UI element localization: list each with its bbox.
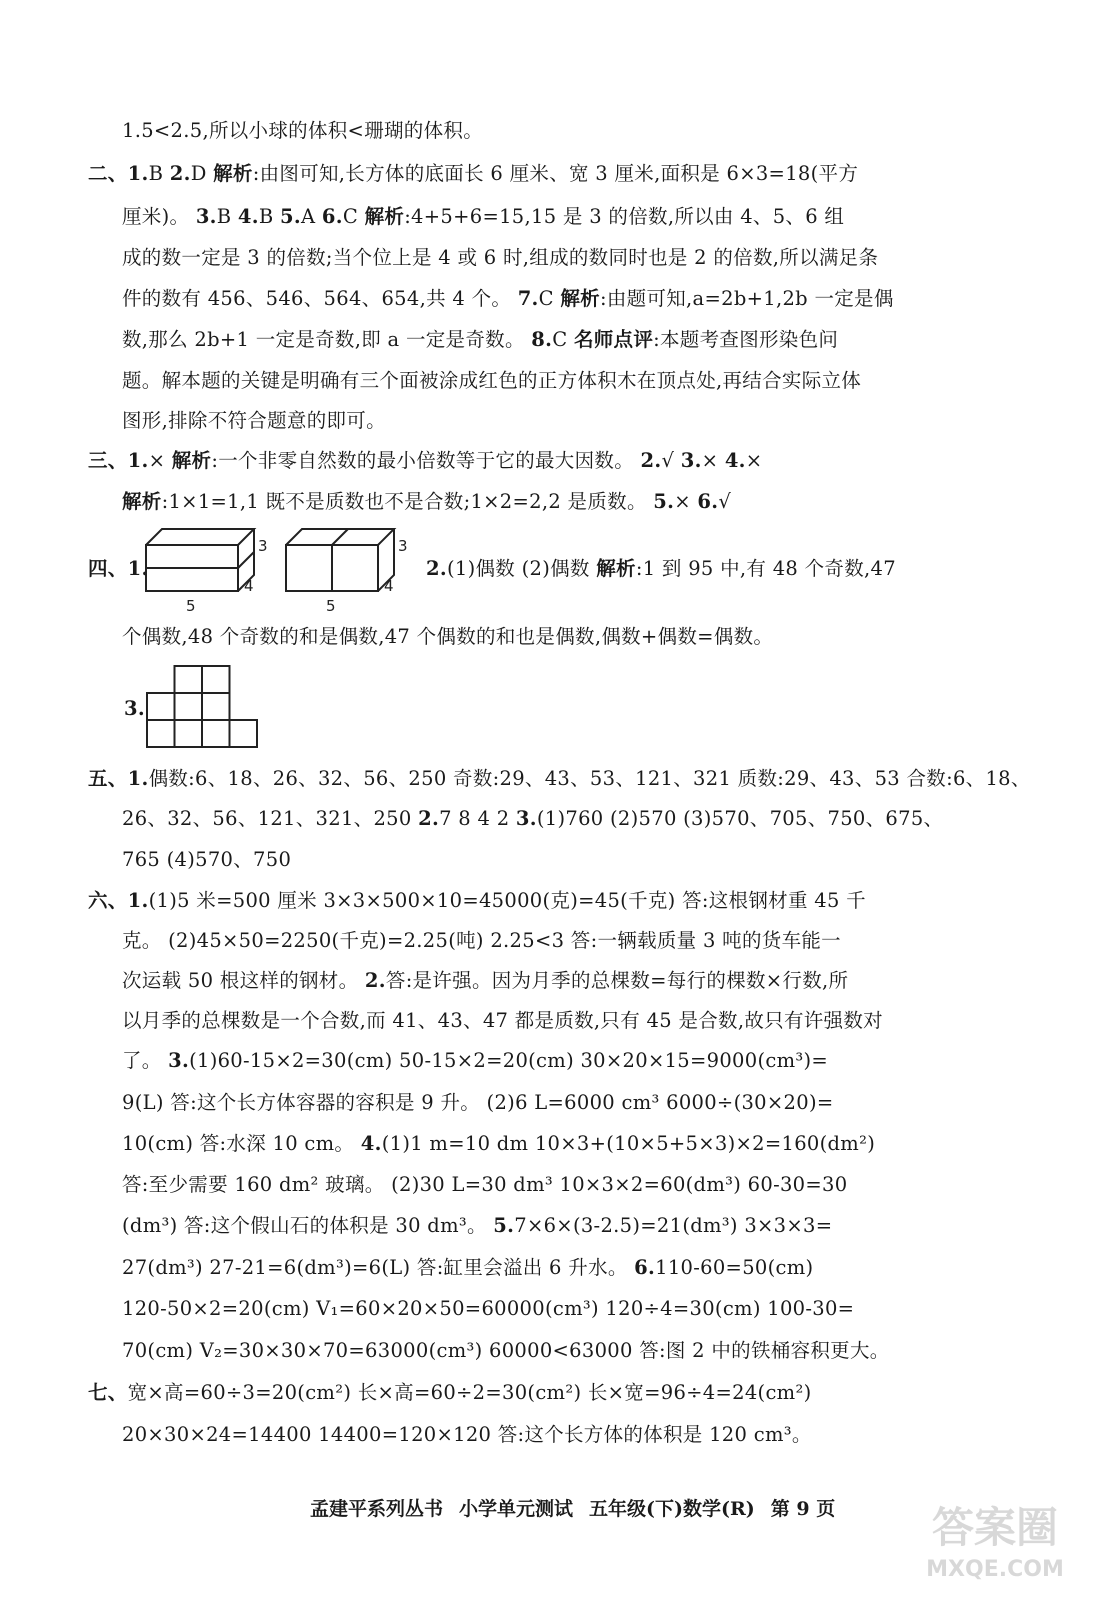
answer-line [122, 116, 483, 146]
analysis-label: 解析 [122, 490, 162, 513]
grade-subject: 五年级(下)数学(R) [589, 1498, 755, 1520]
cuboid-figure-horizontal-split [140, 525, 270, 615]
text: 答:是许强。因为月季的总棵数=每行的棵数×行数,所 [385, 969, 849, 992]
text: 70(cm) V₂=30×30×70=63000(cm³) 60000<63000 答:图 2 中的铁桶容积更大。 [122, 1339, 890, 1362]
depth-label: 4 [384, 577, 394, 595]
section-3-line-1 [88, 446, 762, 476]
text: 以月季的总棵数是一个合数,而 41、43、47 都是质数,只有 45 是合数,故只有许强数对 [122, 1009, 883, 1032]
series-name: 孟建平系列丛书 [310, 1498, 444, 1520]
text: 答:至少需要 160 dm² 玻璃。 (2)30 L=30 dm³ 10×3×2=60(dm³) 60-30=30 [122, 1173, 848, 1196]
section-5-line-3 [122, 845, 291, 875]
question-number: 2. [640, 449, 662, 472]
text: 个偶数,48 个奇数的和是偶数,47 个偶数的和也是偶数,偶数+偶数=偶数。 [122, 625, 774, 648]
question-number: 6. [634, 1256, 656, 1279]
section-6-line-4 [122, 1006, 883, 1036]
section-4-q3-label [124, 694, 145, 724]
text: (1)60-15×2=30(cm) 50-15×2=20(cm) 30×20×15=9000(cm³)= [189, 1049, 829, 1072]
text: (1)5 米=500 厘米 3×3×500×10=45000(克)=45(千克) 答:这根钢材重 45 千 [148, 889, 866, 912]
question-number: 1. [127, 449, 149, 472]
text: :由图可知,长方体的底面长 6 厘米、宽 3 厘米,面积是 6×3=18(平方 [252, 162, 859, 185]
cube-view-grid-figure [146, 664, 262, 750]
book-title: 小学单元测试 [459, 1498, 574, 1520]
section-label: 三、 [88, 449, 128, 472]
question-number: 3. [168, 1049, 190, 1072]
question-number: 3. [124, 697, 145, 720]
answer: B [258, 205, 281, 228]
section-6-line-9 [122, 1211, 832, 1241]
section-4-line-1-text [426, 554, 896, 584]
section-6-line-2 [122, 926, 841, 956]
answer: A [301, 205, 322, 228]
text: 110-60=50(cm) [655, 1256, 814, 1279]
section-4-line-2 [122, 622, 773, 652]
text: 20×30×24=14400 14400=120×120 答:这个长方体的体积是 120 cm³。 [122, 1423, 812, 1446]
question-number: 6. [321, 205, 343, 228]
section-6-line-1 [88, 886, 866, 916]
page-footer [310, 1494, 851, 1524]
answer: × [674, 490, 698, 513]
analysis-label: 解析 [596, 557, 636, 580]
question-number: 2. [426, 557, 447, 580]
section-2-line-7 [122, 406, 386, 436]
answer: × [701, 449, 725, 472]
section-2-line-1 [88, 159, 858, 189]
text: (1)760 (2)570 (3)570、705、750、675、 [536, 807, 944, 830]
text: 9(L) 答:这个长方体容器的容积是 9 升。 (2)6 L=6000 cm³ 6000÷(30×20)= [122, 1091, 834, 1114]
answer: (1)偶数 (2)偶数 [446, 557, 597, 580]
answer: √ [661, 449, 681, 472]
question-number: 4. [237, 205, 259, 228]
section-6-line-3 [122, 966, 848, 996]
question-number: 1. [127, 557, 149, 580]
answer: D [190, 162, 214, 185]
section-3-line-2 [122, 487, 731, 517]
text: 厘米)。 [122, 205, 196, 228]
section-2-line-4 [122, 284, 894, 314]
text: :本题考查图形染色问 [653, 328, 839, 351]
question-number: 2. [418, 807, 440, 830]
length-label: 5 [326, 597, 336, 615]
section-5-line-1 [88, 764, 1031, 794]
question-number: 5. [493, 1214, 515, 1237]
answer: C [342, 205, 365, 228]
text: 26、32、56、121、321、250 [122, 807, 419, 830]
question-number: 1. [127, 162, 149, 185]
length-label: 5 [186, 597, 196, 615]
answer: × [148, 449, 172, 472]
question-number: 5. [280, 205, 301, 228]
analysis-label: 解析 [364, 205, 405, 228]
question-number: 4. [360, 1132, 382, 1155]
text: 765 (4)570、750 [122, 848, 292, 871]
analysis-label: 解析 [560, 287, 600, 310]
question-number: 3. [515, 807, 537, 830]
section-label: 五、 [88, 767, 128, 790]
section-6-line-7 [122, 1129, 875, 1159]
section-2-line-6 [122, 366, 861, 396]
grid-middle-row [147, 693, 230, 720]
analysis-label: 解析 [213, 162, 253, 185]
question-number: 2. [169, 162, 191, 185]
watermark-text: 答案圈 [931, 1503, 1059, 1552]
text: :一个非零自然数的最小倍数等于它的最大因数。 [211, 449, 641, 472]
cuboid-split-top-line [332, 529, 348, 545]
text: 偶数:6、18、26、32、56、250 奇数:29、43、53、121、321 质数:29、43、53 合数:6、18、 [148, 767, 1031, 790]
teacher-comment-label: 名师点评 [573, 328, 654, 351]
section-6-line-10 [122, 1253, 813, 1283]
page-number: 第 9 页 [770, 1498, 836, 1520]
section-2-line-3 [122, 243, 878, 273]
section-label: 七、 [88, 1381, 128, 1404]
section-7-line-2 [122, 1420, 812, 1450]
answer: C [552, 328, 574, 351]
cuboid-top-face [146, 529, 254, 545]
text: 题。解本题的关键是明确有三个面被涂成红色的正方体积木在顶点处,再结合实际立体 [122, 369, 862, 392]
question-number: 4. [724, 449, 746, 472]
text: 10(cm) 答:水深 10 cm。 [122, 1132, 361, 1155]
text: :1 到 95 中,有 48 个奇数,47 [635, 557, 896, 580]
answer: √ [718, 490, 732, 513]
question-number: 3. [195, 205, 217, 228]
text: :1×1=1,1 既不是质数也不是合数;1×2=2,2 是质数。 [161, 490, 654, 513]
watermark-url: MXQE.COM [926, 1557, 1064, 1582]
answer: 7 8 4 2 [439, 807, 516, 830]
question-number: 8. [531, 328, 553, 351]
height-label: 3 [398, 537, 408, 555]
section-2-line-2 [122, 202, 844, 232]
text: (1)1 m=10 dm 10×3+(10×5+5×3)×2=160(dm²) [381, 1132, 876, 1155]
section-6-line-8 [122, 1170, 847, 1200]
section-7-line-1 [88, 1378, 812, 1408]
answer: B [148, 162, 170, 185]
section-label: 六、 [88, 889, 128, 912]
analysis-label: 解析 [171, 449, 212, 472]
text: 1.5<2.5,所以小球的体积<珊瑚的体积。 [122, 119, 483, 142]
height-label: 3 [258, 537, 268, 555]
section-label: 二、 [88, 162, 128, 185]
text: :由题可知,a=2b+1,2b 一定是偶 [599, 287, 894, 310]
section-5-line-2 [122, 804, 943, 834]
text: 数,那么 2b+1 一定是奇数,即 a 一定是奇数。 [122, 328, 532, 351]
depth-label: 4 [244, 577, 254, 595]
question-number: 6. [697, 490, 719, 513]
answer: C [538, 287, 561, 310]
text: :4+5+6=15,15 是 3 的倍数,所以由 4、5、6 组 [404, 205, 845, 228]
section-2-line-5 [122, 325, 838, 355]
question-number: 7. [517, 287, 539, 310]
text: 件的数有 456、546、564、654,共 4 个。 [122, 287, 518, 310]
section-6-line-11 [122, 1294, 854, 1324]
section-6-line-12 [122, 1336, 890, 1366]
cuboid-split-side-line [238, 552, 254, 568]
text: 了。 [122, 1049, 169, 1072]
section-label: 四、 [88, 557, 128, 580]
text: 宽×高=60÷3=20(cm²) 长×高=60÷2=30(cm²) 长×宽=96÷4=24(cm²) [127, 1381, 812, 1404]
text: 120-50×2=20(cm) V₁=60×20×50=60000(cm³) 120÷4=30(cm) 100-30= [122, 1297, 855, 1320]
text: 成的数一定是 3 的倍数;当个位上是 4 或 6 时,组成的数同时也是 2 的倍数,所以满足条 [122, 246, 879, 269]
text: 图形,排除不符合题意的即可。 [122, 409, 386, 432]
answer: B [216, 205, 238, 228]
question-number: 2. [364, 969, 386, 992]
question-number: 3. [680, 449, 702, 472]
text: 次运载 50 根这样的钢材。 [122, 969, 365, 992]
section-6-line-5 [122, 1046, 828, 1076]
question-number: 1. [127, 889, 149, 912]
question-number: 1. [127, 767, 149, 790]
text: 27(dm³) 27-21=6(dm³)=6(L) 答:缸里会溢出 6 升水。 [122, 1256, 635, 1279]
text: 7×6×(3-2.5)=21(dm³) 3×3×3= [514, 1214, 833, 1237]
question-number: 5. [653, 490, 675, 513]
text: (dm³) 答:这个假山石的体积是 30 dm³。 [122, 1214, 494, 1237]
answer: × [745, 449, 763, 472]
watermark-logo [910, 1490, 1080, 1586]
text: 克。 (2)45×50=2250(千克)=2.25(吨) 2.25<3 答:一辆载质量 3 吨的货车能一 [122, 929, 841, 952]
cuboid-figure-vertical-split [280, 525, 410, 615]
section-6-line-6 [122, 1088, 834, 1118]
